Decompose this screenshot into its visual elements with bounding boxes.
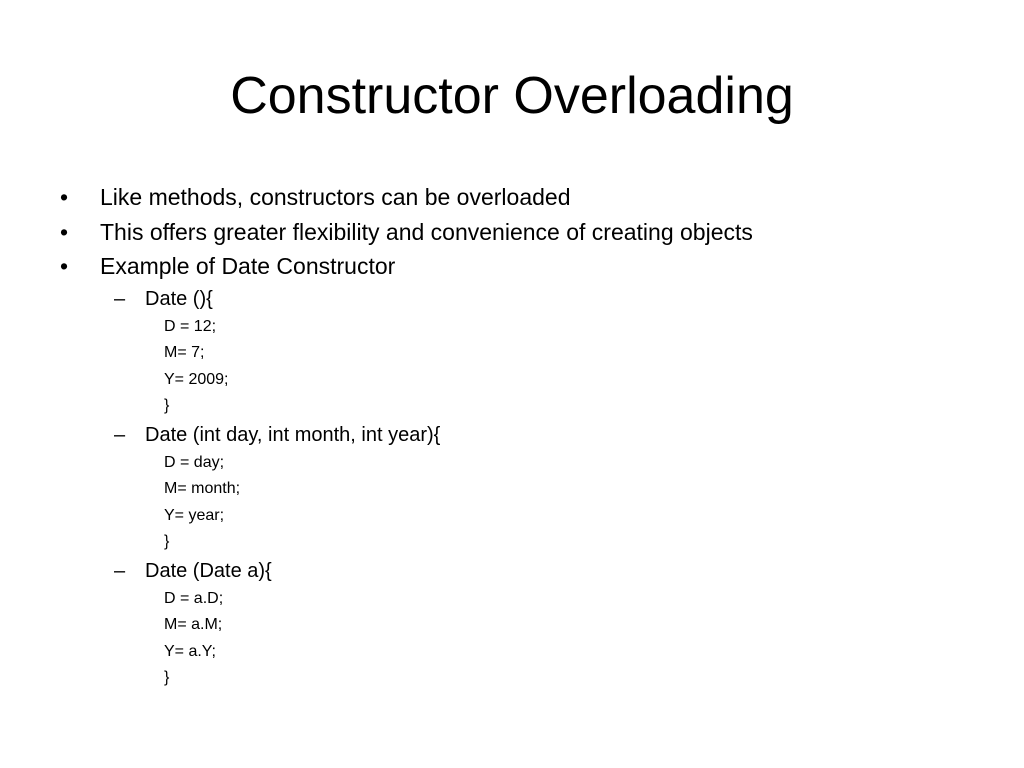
code-line: D = 12; <box>164 317 217 335</box>
signature-text: Date (Date a){ <box>145 559 272 582</box>
bullet-item <box>60 215 1000 250</box>
code-line: D = a.D; <box>164 589 224 607</box>
bullet-text: Example of Date Constructor <box>100 253 396 279</box>
code-line: } <box>164 397 170 414</box>
code-line: Y= year; <box>164 506 225 524</box>
signature-text: Date (int day, int month, int year){ <box>145 423 441 446</box>
bullet-item <box>60 249 1000 284</box>
code-line: M= 7; <box>164 344 205 361</box>
slide-content <box>60 180 1000 692</box>
dash-icon: – <box>114 423 126 446</box>
code-line: } <box>164 669 170 686</box>
slide-title: Constructor Overloading <box>230 67 794 125</box>
signature-text: Date (){ <box>145 287 213 310</box>
bullet-icon: • <box>60 253 69 279</box>
code-line: } <box>164 533 170 550</box>
bullet-icon: • <box>60 184 69 210</box>
constructor-signature <box>60 420 1000 450</box>
code-line: D = day; <box>164 453 225 471</box>
dash-icon: – <box>114 559 126 582</box>
constructor-signature <box>60 556 1000 586</box>
bullet-icon: • <box>60 218 69 245</box>
bullet-text: Like methods, constructors can be overloaded <box>100 184 571 210</box>
bullet-text: This offers greater flexibility and convenience of creating objects <box>100 218 753 245</box>
code-line: M= a.M; <box>164 616 223 633</box>
constructor-signature <box>60 284 1000 314</box>
dash-icon: – <box>114 287 126 310</box>
code-line: M= month; <box>164 480 241 497</box>
bullet-item <box>60 180 1000 215</box>
code-line: Y= 2009; <box>164 370 229 388</box>
code-line: Y= a.Y; <box>164 642 216 660</box>
